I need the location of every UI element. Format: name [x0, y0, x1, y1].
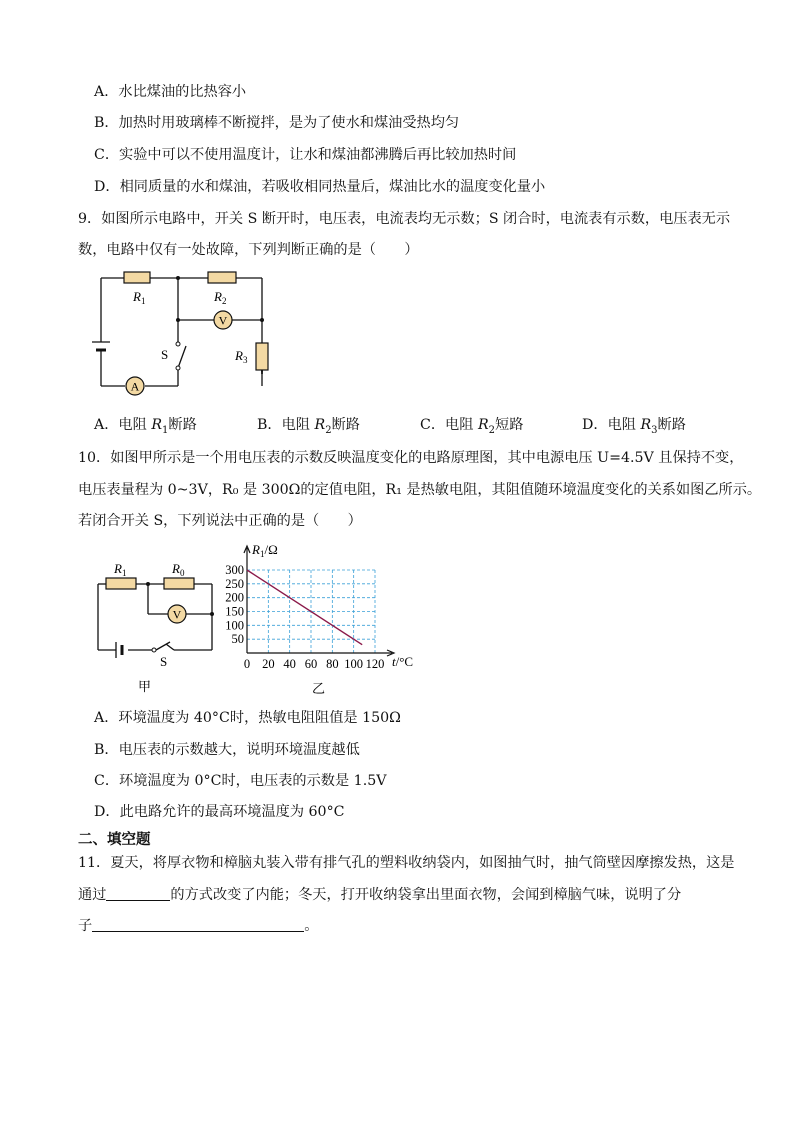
caption-yi: 乙 [312, 681, 326, 696]
q9-option-d: D．电阻 $R_3$断路 [582, 417, 686, 436]
chart-y-tick-label: 100 [225, 618, 244, 633]
caption-jia: 甲 [138, 679, 152, 694]
q9-option-c: C．电阻 $R_2$短路 [420, 417, 524, 436]
chart-x-tick-label: 60 [304, 657, 318, 671]
q10-circuit-jia [90, 556, 220, 696]
resistor-r3 [256, 343, 268, 370]
q9-option-a: A．电阻 $R_1$断路 [94, 417, 197, 436]
chart-x-tick-label: 120 [365, 657, 385, 671]
q11-stem-line1: 11．夏天，将厚衣物和樟脑丸装入带有排气孔的塑料收纳袋内，如图抽气时，抽气筒壁因摩擦发热，这是 [78, 855, 735, 871]
q9-stem-line1: 9．如图所示电路中，开关 S 断开时，电压表，电流表均无示数；S 闭合时，电流表有示数，电压表无示 [78, 211, 731, 227]
chart-ylabel-sub: 1 [259, 549, 265, 559]
ammeter-label: A [130, 379, 140, 394]
resistor-r1 [106, 578, 136, 589]
q9-circuit-diagram [90, 268, 280, 398]
q10-stem-line3: 若闭合开关 S，下列说法中正确的是（ ） [78, 513, 362, 529]
q11-blank-1[interactable] [106, 886, 170, 901]
chart-x-tick-label: 20 [262, 657, 275, 671]
q10-stem-line1: 10．如图甲所示是一个用电压表的示数反映温度变化的电路原理图，其中电源电压 U=4.5V 且保持不变， [78, 450, 744, 466]
q8-option-c: C．实验中可以不使用温度计，让水和煤油都沸腾后再比较加热时间 [94, 147, 517, 163]
q9-option-b: B．电阻 $R_2$断路 [257, 417, 360, 436]
svg-text:t/°C [392, 654, 413, 669]
voltmeter-label: V [172, 607, 182, 622]
q8-option-a: A．水比煤油的比热容小 [94, 84, 247, 100]
label-r1-sub: 1 [140, 296, 146, 306]
label-switch: S [161, 347, 169, 362]
chart-x-tick-label: 80 [326, 657, 339, 671]
q11-stem-line2: 通过 的方式改变了内能；冬天，打开收纳袋拿出里面衣物，会闻到樟脑气味，说明了分 [78, 887, 682, 903]
chart-xlabel-t: t [392, 654, 396, 669]
svg-text:R1/Ω [251, 542, 278, 559]
chart-x-tick-label: 0 [243, 657, 251, 671]
resistor-r2 [208, 272, 236, 283]
chart-y-tick-label: 150 [225, 604, 244, 619]
label-r0-sub: 0 [179, 568, 185, 578]
chart-x-tick-label: 100 [344, 657, 364, 671]
chart-ylabel-r: R [252, 542, 260, 557]
label-r1: R [133, 289, 141, 304]
svg-text:R2 [213, 289, 226, 306]
q11-blank-2[interactable] [92, 917, 304, 932]
voltmeter-label: V [218, 313, 228, 328]
resistor-r1 [124, 272, 150, 283]
chart-xlabel-unit: /°C [395, 654, 414, 669]
chart-series-line [247, 570, 362, 645]
svg-text:R1 [132, 289, 145, 306]
svg-text:R1 [113, 561, 126, 578]
label-switch: S [160, 654, 168, 669]
q10-option-a: A．环境温度为 40°C时，热敏电阻阻值是 150Ω [94, 710, 401, 726]
chart-y-tick-label: 250 [225, 576, 244, 591]
q10-chart-yi [212, 538, 422, 698]
label-r3: R [235, 348, 243, 363]
chart-y-tick-label: 50 [231, 632, 244, 647]
svg-text:R3 [234, 348, 248, 365]
q9-stem-line2: 数，电路中仅有一处故障，下列判断正确的是（ ） [78, 242, 419, 258]
q10-option-b: B．电压表的示数越大，说明环境温度越低 [94, 742, 360, 758]
q10-stem-line2: 电压表量程为 0~3V，R₀ 是 300Ω的定值电阻，R₁ 是热敏电阻，其阻值随环境温度变化的关系如图乙所示。 [78, 482, 762, 498]
chart-x-tick-label: 40 [283, 657, 296, 671]
q10-option-d: D．此电路允许的最高环境温度为 60°C [94, 804, 345, 820]
q11-stem-line3: 子 。 [78, 918, 319, 934]
label-r2: R [214, 289, 222, 304]
label-r1-sub: 1 [121, 568, 127, 578]
q8-option-b: B．加热时用玻璃棒不断搅拌，是为了使水和煤油受热均匀 [94, 115, 460, 131]
label-r2-sub: 2 [221, 296, 227, 306]
label-r3-sub: 3 [242, 355, 248, 365]
svg-text:R0 [171, 561, 185, 578]
q8-option-d: D．相同质量的水和煤油，若吸收相同热量后，煤油比水的温度变化量小 [94, 179, 546, 195]
q10-option-c: C．环境温度为 0°C时，电压表的示数是 1.5V [94, 773, 387, 789]
section-heading: 二、填空题 [78, 832, 151, 848]
resistor-r0 [164, 578, 194, 589]
chart-y-tick-label: 300 [225, 563, 244, 577]
chart-ylabel-unit: /Ω [264, 542, 278, 557]
label-r1: R [114, 561, 122, 576]
chart-y-tick-label: 200 [225, 590, 244, 605]
label-r0: R [172, 561, 180, 576]
